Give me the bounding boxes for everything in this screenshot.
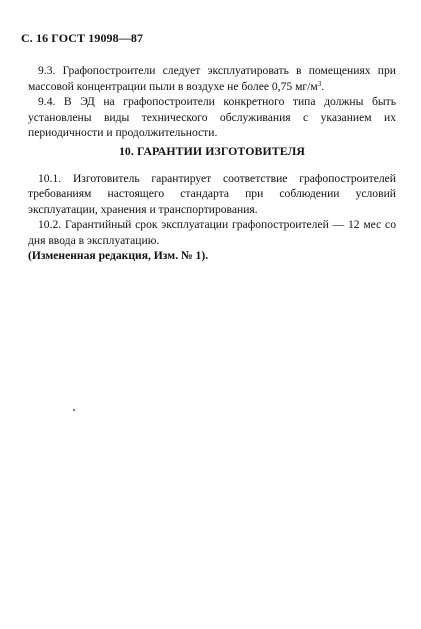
paragraph-10-2: 10.2. Гарантийный срок эксплуатации графопостроителей — 12 мес со дня ввода в эксплуатацию. xyxy=(28,218,396,247)
section-9-text xyxy=(28,63,396,141)
scan-speck xyxy=(73,409,75,411)
section-10-text xyxy=(28,144,396,264)
paragraph-9-4: 9.4. В ЭД на графопостроители конкретного типа должны быть установлены виды технического обслуживания с указанием их периодичности и продолжительности. xyxy=(28,95,396,139)
cubic-superscript: 3 xyxy=(317,79,322,88)
paragraph-10-1: 10.1. Изготовитель гарантирует соответствие графопостроителей требованиям настоящего стандарта при соблюдении условий эксплуатации, хранения и транспортирования. xyxy=(28,171,396,216)
amendment-note: (Измененная редакция, Изм. № 1). xyxy=(28,249,209,262)
paragraph-9-3 xyxy=(28,63,396,94)
section-10-heading: 10. ГАРАНТИИ ИЗГОТОВИТЕЛЯ xyxy=(118,144,306,158)
paragraph-9-3-text: 9.3. Графопостроители следует эксплуатировать в помещениях при массовой концентрации пыли в воздухе не более 0,75 мг/м xyxy=(28,64,396,93)
page-header: С. 16 ГОСТ 19098—87 xyxy=(21,31,144,45)
paragraph-9-3-end: . xyxy=(321,79,325,93)
